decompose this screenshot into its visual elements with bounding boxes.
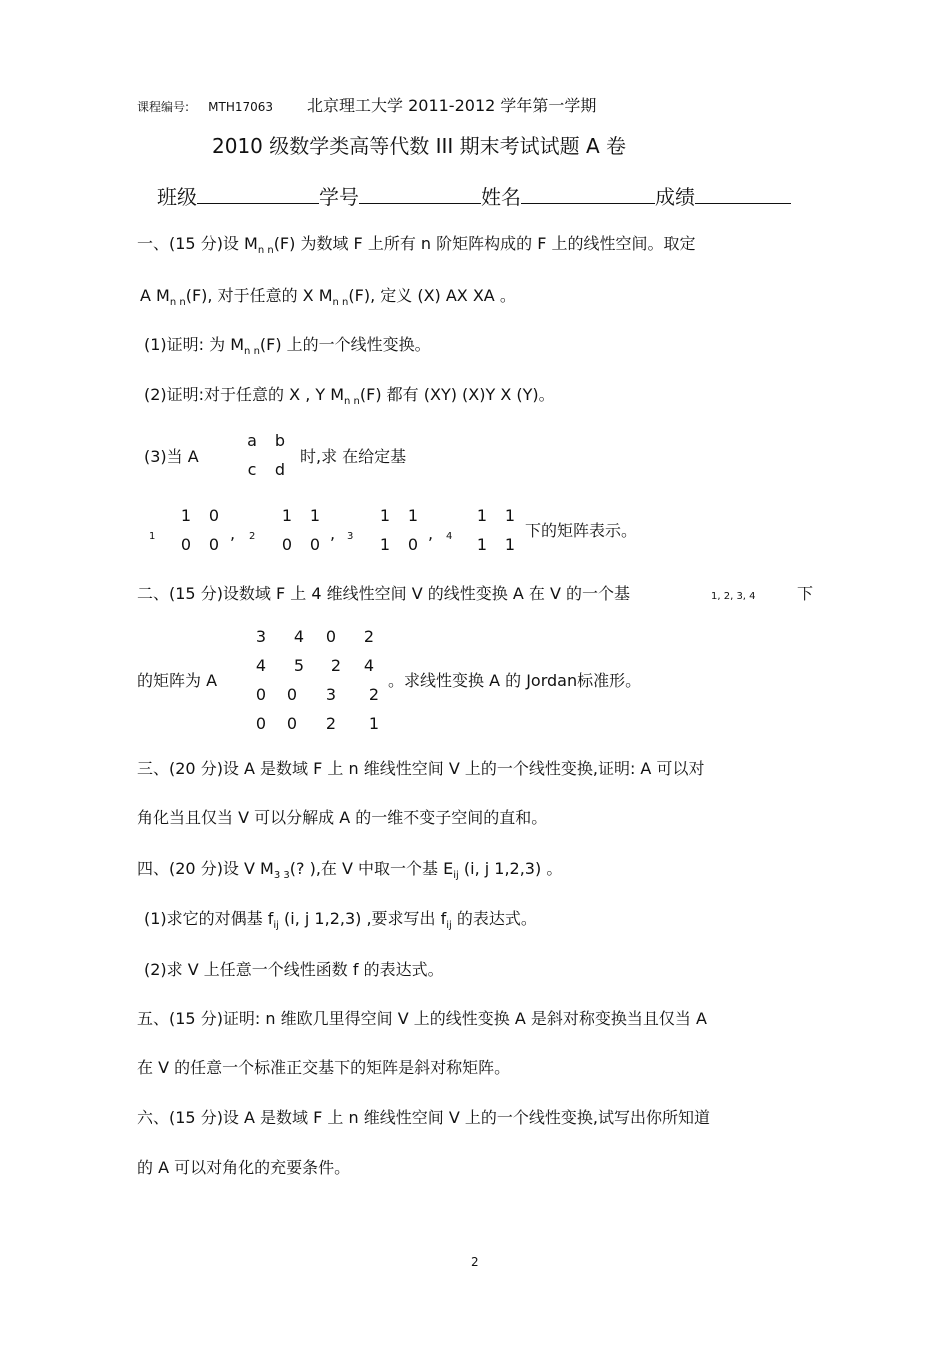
field-id-blank[interactable]	[359, 185, 481, 204]
course-code-label: 课程编号:	[137, 100, 190, 114]
q2-tail: 。求线性变换 A 的 Jordan标准形。	[388, 671, 642, 690]
q2-line1-end: 下	[797, 584, 814, 603]
field-score-blank[interactable]	[695, 185, 791, 204]
course-code: MTH17063	[208, 100, 274, 114]
basis-tail: 下的矩阵表示。	[525, 521, 638, 540]
field-name-label: 姓名	[481, 185, 521, 209]
info-fields	[157, 181, 791, 210]
field-class-label: 班级	[157, 185, 197, 209]
q1-part3-text: 时,求 在给定基	[300, 447, 407, 466]
q2-line1: 二、(15 分)设数域 F 上 4 维线性空间 V 的线性变换 A 在 V 的一个基	[137, 584, 631, 603]
q3-line1: 三、(20 分)设 A 是数域 F 上 n 维线性空间 V 上的一个线性变换,证明: A 可以对	[137, 759, 705, 778]
q1-part2: (2)证明:对于任意的 X , Y $M_{n n}(F)$ 都有 (XY) (X)Y X (Y)。	[144, 385, 555, 407]
basis-label-3: 3	[347, 531, 354, 542]
field-score-label: 成绩	[655, 185, 695, 209]
course-code-line	[137, 96, 273, 115]
field-name-blank[interactable]	[521, 185, 655, 204]
field-id-label: 学号	[319, 185, 359, 209]
basis-label-2: 2	[249, 531, 256, 542]
page-number: 2	[471, 1255, 479, 1269]
q6-line2: 的 A 可以对角化的充要条件。	[137, 1158, 351, 1177]
q6-line1: 六、(15 分)设 A 是数域 F 上 n 维线性空间 V 上的一个线性变换,试写出你所知道	[137, 1108, 710, 1127]
q2-basis-subs: 1, 2, 3, 4	[711, 591, 756, 602]
q1-part3-label: (3)当 A	[144, 447, 199, 466]
q3-line2: 角化当且仅当 V 可以分解成 A 的一维不变子空间的直和。	[137, 808, 548, 827]
q5-line2: 在 V 的任意一个标准正交基下的矩阵是斜对称矩阵。	[137, 1058, 511, 1077]
basis-label-4: 4	[446, 531, 453, 542]
q2-matrix-label: 的矩阵为 A	[137, 671, 218, 690]
q4-line1: 四、(20 分)设 V $M_{3 3}$(? ),在 V 中取一个基 $E_{ij}$ (i, j 1,2,3) 。	[137, 859, 563, 881]
q1-line1: 一、(15 分)设 $M_{n n}(F)$ 为数域 F 上所有 n 阶矩阵构成的 F 上的线性空间。取定	[137, 234, 696, 256]
university-term: 北京理工大学 2011-2012 学年第一学期	[307, 96, 597, 115]
q4-part1: (1)求它的对偶基 $f_{ij}$ (i, j 1,2,3) ,要求写出 $f_{ij}$ 的表达式。	[144, 909, 537, 931]
basis-label-1: 1	[149, 531, 156, 542]
q1-line2: A $M_{n n}(F)$, 对于任意的 X $M_{n n}(F)$, 定义 (X) AX XA 。	[140, 286, 516, 308]
q1-part1: (1)证明: 为 $M_{n n}(F)$ 上的一个线性变换。	[144, 335, 431, 357]
page-title: 2010 级数学类高等代数 III 期末考试试题 A 卷	[212, 134, 627, 158]
field-class-blank[interactable]	[197, 185, 319, 204]
q4-part2: (2)求 V 上任意一个线性函数 f 的表达式。	[144, 960, 444, 979]
q5-line1: 五、(15 分)证明: n 维欧几里得空间 V 上的线性变换 A 是斜对称变换当且仅当 A	[137, 1009, 707, 1028]
